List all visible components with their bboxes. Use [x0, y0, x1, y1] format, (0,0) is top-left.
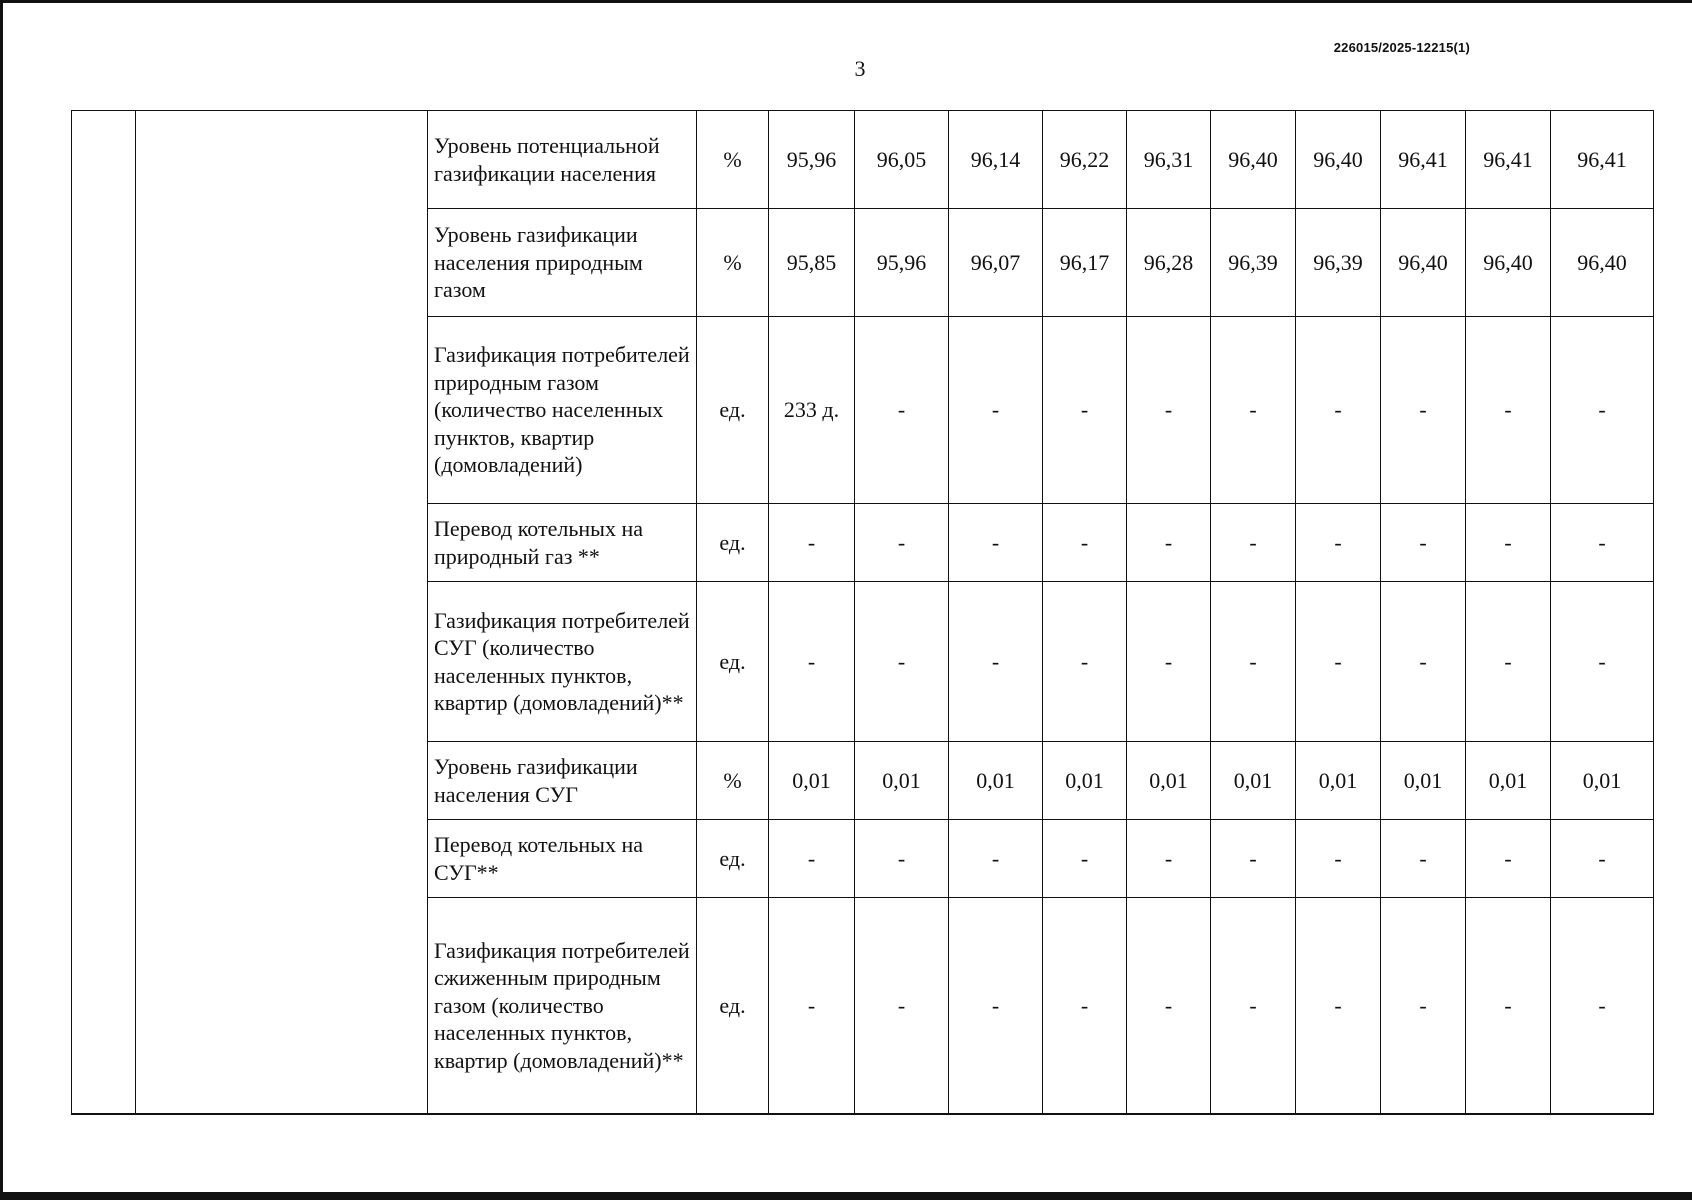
value-cell: - — [1381, 504, 1466, 582]
unit-cell: ед. — [697, 504, 769, 582]
value-cell: - — [855, 898, 949, 1114]
indicator-name-cell: Уровень газификации населения СУГ — [428, 742, 697, 820]
indicator-name-cell: Перевод котельных на природный газ ** — [428, 504, 697, 582]
document-reference-number: 226015/2025-12215(1) — [1333, 40, 1470, 55]
value-cell: 96,31 — [1127, 111, 1211, 209]
value-cell: - — [1296, 820, 1381, 898]
value-cell: 0,01 — [1211, 742, 1296, 820]
value-cell: - — [1043, 820, 1127, 898]
value-cell: - — [1127, 898, 1211, 1114]
value-cell: - — [1043, 317, 1127, 504]
value-cell: - — [1381, 820, 1466, 898]
value-cell: - — [1211, 504, 1296, 582]
value-cell: - — [1551, 898, 1654, 1114]
value-cell: - — [1127, 317, 1211, 504]
value-cell: 96,40 — [1211, 111, 1296, 209]
value-cell: 0,01 — [769, 742, 855, 820]
value-cell: - — [1043, 582, 1127, 742]
unit-cell: ед. — [697, 820, 769, 898]
value-cell: 96,39 — [1296, 209, 1381, 317]
unit-cell: % — [697, 209, 769, 317]
value-cell: 96,14 — [949, 111, 1043, 209]
indicator-name-cell: Газификация потребителей сжиженным природным газом (количество населенных пунктов, квартир (домовладений)** — [428, 898, 697, 1114]
value-cell: 96,07 — [949, 209, 1043, 317]
value-cell: - — [949, 820, 1043, 898]
scan-top-edge — [0, 0, 1692, 3]
unit-cell: % — [697, 742, 769, 820]
unit-cell: ед. — [697, 898, 769, 1114]
value-cell: - — [1296, 317, 1381, 504]
value-cell: - — [1296, 898, 1381, 1114]
value-cell: - — [1466, 317, 1551, 504]
value-cell: - — [1127, 504, 1211, 582]
unit-cell: % — [697, 111, 769, 209]
value-cell: - — [1211, 898, 1296, 1114]
scan-left-edge — [0, 0, 3, 1200]
unit-cell: ед. — [697, 582, 769, 742]
value-cell: - — [1466, 582, 1551, 742]
value-cell: 96,05 — [855, 111, 949, 209]
value-cell: - — [949, 504, 1043, 582]
value-cell: 0,01 — [949, 742, 1043, 820]
scan-bottom-edge — [0, 1192, 1692, 1200]
value-cell: - — [1381, 582, 1466, 742]
value-cell: - — [1296, 504, 1381, 582]
value-cell: - — [1381, 317, 1466, 504]
value-cell: 0,01 — [1381, 742, 1466, 820]
value-cell: - — [949, 317, 1043, 504]
table-row — [72, 111, 1654, 209]
value-cell: 96,40 — [1551, 209, 1654, 317]
value-cell: - — [1466, 898, 1551, 1114]
value-cell: - — [949, 582, 1043, 742]
value-cell: - — [1211, 582, 1296, 742]
value-cell: 96,39 — [1211, 209, 1296, 317]
value-cell: 96,41 — [1381, 111, 1466, 209]
value-cell: - — [1551, 504, 1654, 582]
value-cell: 96,22 — [1043, 111, 1127, 209]
value-cell: 95,96 — [769, 111, 855, 209]
value-cell: 95,85 — [769, 209, 855, 317]
value-cell: - — [1551, 317, 1654, 504]
value-cell: - — [855, 582, 949, 742]
value-cell: 96,40 — [1466, 209, 1551, 317]
value-cell: 0,01 — [855, 742, 949, 820]
value-cell: - — [1466, 504, 1551, 582]
value-cell: - — [1296, 582, 1381, 742]
value-cell: - — [949, 898, 1043, 1114]
value-cell: - — [1211, 820, 1296, 898]
value-cell: 96,41 — [1466, 111, 1551, 209]
value-cell: - — [1043, 504, 1127, 582]
value-cell: - — [1127, 820, 1211, 898]
value-cell: - — [855, 504, 949, 582]
value-cell: 96,17 — [1043, 209, 1127, 317]
value-cell: - — [1551, 582, 1654, 742]
value-cell: - — [1043, 898, 1127, 1114]
empty-name-cell — [136, 111, 428, 1114]
value-cell: - — [1381, 898, 1466, 1114]
indicator-name-cell: Уровень потенциальной газификации населения — [428, 111, 697, 209]
value-cell: - — [769, 820, 855, 898]
value-cell: 233 д. — [769, 317, 855, 504]
indicator-name-cell: Газификация потребителей природным газом (количество населенных пунктов, квартир (домовладений) — [428, 317, 697, 504]
value-cell: - — [1466, 820, 1551, 898]
value-cell: 96,41 — [1551, 111, 1654, 209]
value-cell: - — [1551, 820, 1654, 898]
indicators-table — [71, 110, 1654, 1115]
value-cell: 96,40 — [1296, 111, 1381, 209]
value-cell: 0,01 — [1043, 742, 1127, 820]
value-cell: 96,40 — [1381, 209, 1466, 317]
value-cell: 0,01 — [1466, 742, 1551, 820]
value-cell: - — [1127, 582, 1211, 742]
value-cell: - — [1211, 317, 1296, 504]
empty-number-cell — [72, 111, 136, 1114]
indicator-name-cell: Газификация потребителей СУГ (количество населенных пунктов, квартир (домовладений)** — [428, 582, 697, 742]
value-cell: 0,01 — [1296, 742, 1381, 820]
value-cell: - — [855, 317, 949, 504]
value-cell: - — [769, 504, 855, 582]
value-cell: - — [855, 820, 949, 898]
value-cell: - — [769, 898, 855, 1114]
indicator-name-cell: Перевод котельных на СУГ** — [428, 820, 697, 898]
value-cell: 95,96 — [855, 209, 949, 317]
page-number: 3 — [854, 56, 866, 81]
value-cell: 0,01 — [1551, 742, 1654, 820]
value-cell: - — [769, 582, 855, 742]
value-cell: 96,28 — [1127, 209, 1211, 317]
value-cell: 0,01 — [1127, 742, 1211, 820]
table-body — [72, 111, 1654, 1114]
indicator-name-cell: Уровень газификации населения природным газом — [428, 209, 697, 317]
unit-cell: ед. — [697, 317, 769, 504]
